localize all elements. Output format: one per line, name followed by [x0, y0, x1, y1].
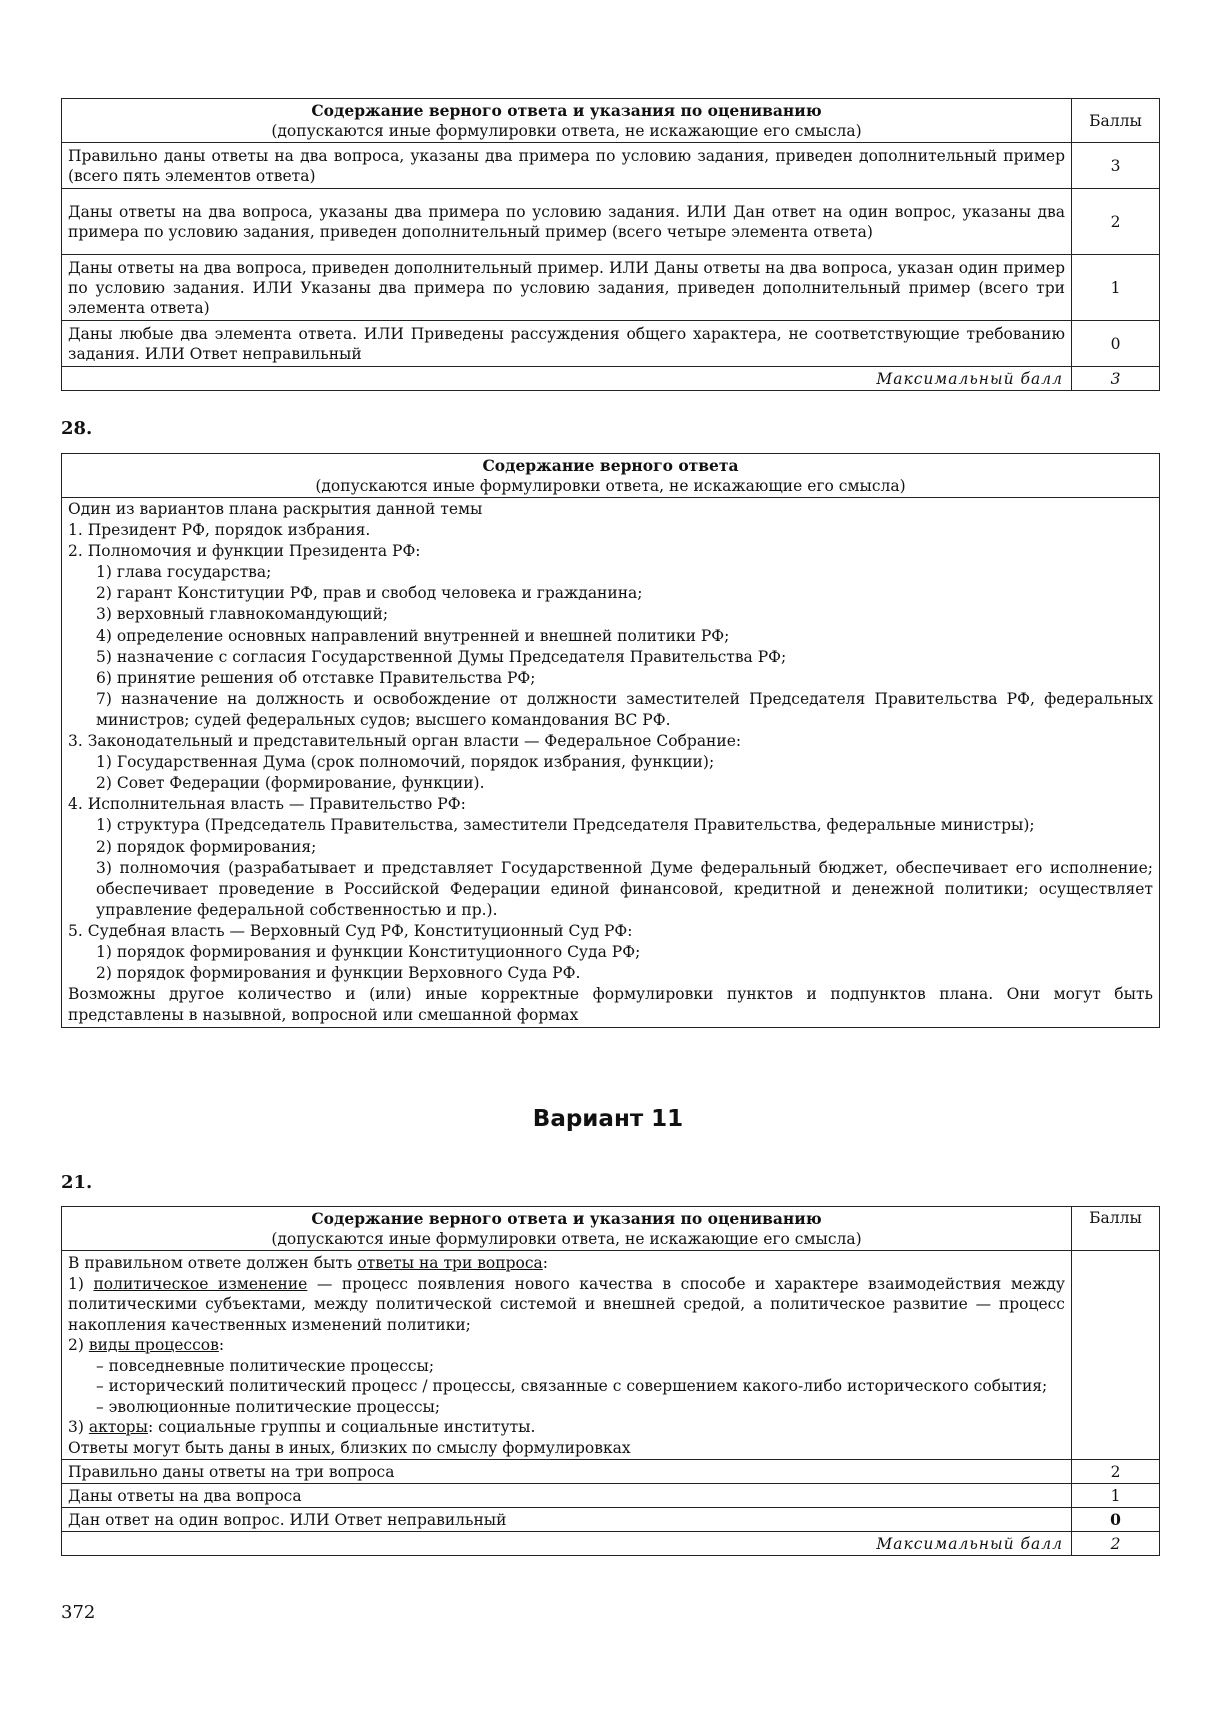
answer-subitem: – повседневные политические процессы; [96, 1356, 435, 1375]
scoring-table-21 [61, 1206, 1160, 1556]
plan-subitem: 1) Государственная Дума (срок полномочий, порядок избрания, функции); [96, 753, 715, 772]
answer-point-1: 1) политическое изменение — процесс появления нового качества в способе и характере взаимодействия между политическими субъектами, между политической системой и внешней средой, а политическое развитие — процесс накопления качественных изменений политики; [68, 1274, 1065, 1334]
table-row [62, 189, 1160, 255]
top-scoring-table [61, 98, 1160, 391]
plan-item: 5. Судебная власть — Верховный Суд РФ, Конституционный Суд РФ: [68, 921, 633, 940]
max-score-value: 2 [1072, 1532, 1160, 1556]
table-header-row [62, 99, 1160, 143]
answer-content [62, 1251, 1072, 1460]
plan-subitem: 2) порядок формирования и функции Верховного Суда РФ. [96, 964, 581, 983]
table-header-row [62, 454, 1160, 498]
plan-subitem: 3) полномочия (разрабатывает и представляет Государственной Думе федеральный бюджет, обеспечивает его исполнение; обеспечивает проведение в Российской Федерации единой финансовой, кредитной и денежной политики; осуществляет управление федеральной собственностью и пр.). [96, 858, 1153, 919]
plan-item: 3. Законодательный и представительный орган власти — Федеральное Собрание: [68, 732, 742, 751]
points-cell: 1 [1072, 1484, 1160, 1508]
table-row [62, 1484, 1160, 1508]
answer-point-3: 3) акторы: социальные группы и социальные институты. [68, 1418, 536, 1436]
criteria-cell: Правильно даны ответы на три вопроса [62, 1460, 1072, 1484]
max-score-label: Максимальный балл [62, 367, 1072, 391]
criteria-cell: Даны ответы на два вопроса, указаны два примера по условию задания. ИЛИ Дан ответ на один вопрос, указаны два примера по условию задания, приведен дополнительный пример (всего четыре элемента ответа) [62, 189, 1072, 255]
plan-subitem: 4) определение основных направлений внутренней и внешней политики РФ; [96, 626, 730, 645]
plan-subitem: 5) назначение с согласия Государственной Думы Председателя Правительства РФ; [96, 647, 787, 666]
points-cell: 2 [1072, 1460, 1160, 1484]
plan-content [62, 498, 1160, 1028]
max-score-row [62, 367, 1160, 391]
max-score-row [62, 1532, 1160, 1556]
question-number-28: 28. [61, 418, 93, 439]
criteria-cell: Даны любые два элемента ответа. ИЛИ Приведены рассуждения общего характера, не соответствующие требованию задания. ИЛИ Ответ неправильный [62, 321, 1072, 367]
plan-subitem: 2) гарант Конституции РФ, прав и свобод человека и гражданина; [96, 584, 643, 603]
plan-subitem: 1) глава государства; [96, 563, 272, 582]
points-cell: 1 [1072, 255, 1160, 321]
plan-intro: Один из вариантов плана раскрытия данной темы [68, 500, 483, 518]
plan-subitem: 3) верховный главнокомандующий; [96, 605, 389, 624]
answer-subitem: – исторический политический процесс / процессы, связанные с совершением какого-либо исторического события; [96, 1377, 1048, 1395]
plan-subitem: 1) порядок формирования и функции Конституционного Суда РФ; [96, 942, 641, 961]
answer-intro: В правильном ответе должен быть ответы на три вопроса: [68, 1254, 549, 1272]
table-row [62, 1460, 1160, 1484]
max-score-label: Максимальный балл [62, 1532, 1072, 1556]
plan-subitem: 2) порядок формирования; [96, 837, 317, 856]
plan-subitem: 1) структура (Председатель Правительства, заместители Председателя Правительства, федеральные министры); [96, 816, 1035, 835]
points-cell: 2 [1072, 189, 1160, 255]
criteria-cell: Правильно даны ответы на два вопроса, указаны два примера по условию задания, приведен дополнительный пример (всего пять элементов ответа) [62, 143, 1072, 189]
table-row [62, 143, 1160, 189]
plan-item: 2. Полномочия и функции Президента РФ: [68, 542, 421, 561]
criteria-cell: Даны ответы на два вопроса, приведен дополнительный пример. ИЛИ Даны ответы на два вопроса, указан один пример по условию задания. ИЛИ Указаны два примера по условию задания, приведен дополнительный пример (всего три элемента ответа) [62, 255, 1072, 321]
points-cell-empty [1072, 1251, 1160, 1460]
plan-item: 4. Исполнительная власть — Правительство РФ: [68, 795, 466, 814]
answer-note: Ответы могут быть даны в иных, близких по смыслу формулировках [68, 1438, 631, 1457]
points-cell: 0 [1072, 321, 1160, 367]
table-row [62, 1508, 1160, 1532]
plan-subitem: 6) принятие решения об отставке Правительства РФ; [96, 668, 536, 687]
content-header: Содержание верного ответа (допускаются иные формулировки ответа, не искажающие его смысла) [62, 454, 1160, 498]
plan-item: 1. Президент РФ, порядок избрания. [68, 521, 371, 540]
criteria-header: Содержание верного ответа и указания по оцениванию (допускаются иные формулировки ответа, не искажающие его смысла) [62, 1207, 1072, 1251]
table-row [62, 321, 1160, 367]
points-header: Баллы [1072, 99, 1160, 143]
plan-subitem: 7) назначение на должность и освобождение от должности заместителей Председателя Правительства РФ, федеральных министров; судей федеральных судов; высшего командования ВС РФ. [96, 689, 1153, 729]
criteria-cell: Дан ответ на один вопрос. ИЛИ Ответ неправильный [62, 1508, 1072, 1532]
points-cell: 3 [1072, 143, 1160, 189]
question-number-21: 21. [61, 1172, 93, 1193]
table-header-row [62, 1207, 1160, 1251]
max-score-value: 3 [1072, 367, 1160, 391]
plan-table-28 [61, 453, 1160, 1028]
plan-note: Возможны другое количество и (или) иные корректные формулировки пунктов и подпунктов плана. Они могут быть представлены в назывной, вопросной или смешанной формах [68, 985, 1153, 1025]
table-row [62, 255, 1160, 321]
answer-point-2: 2) виды процессов: [68, 1336, 225, 1354]
answer-subitem: – эволюционные политические процессы; [96, 1397, 441, 1416]
criteria-header: Содержание верного ответа и указания по оцениванию (допускаются иные формулировки ответа, не искажающие его смысла) [62, 99, 1072, 143]
answer-content-row [62, 1251, 1160, 1460]
points-header: Баллы [1072, 1207, 1160, 1251]
criteria-cell: Даны ответы на два вопроса [62, 1484, 1072, 1508]
plan-subitem: 2) Совет Федерации (формирование, функции). [96, 774, 485, 793]
points-cell: 0 [1072, 1508, 1160, 1532]
variant-title: Вариант 11 [532, 1106, 684, 1132]
plan-content-row [62, 498, 1160, 1028]
page-number: 372 [61, 1602, 96, 1623]
